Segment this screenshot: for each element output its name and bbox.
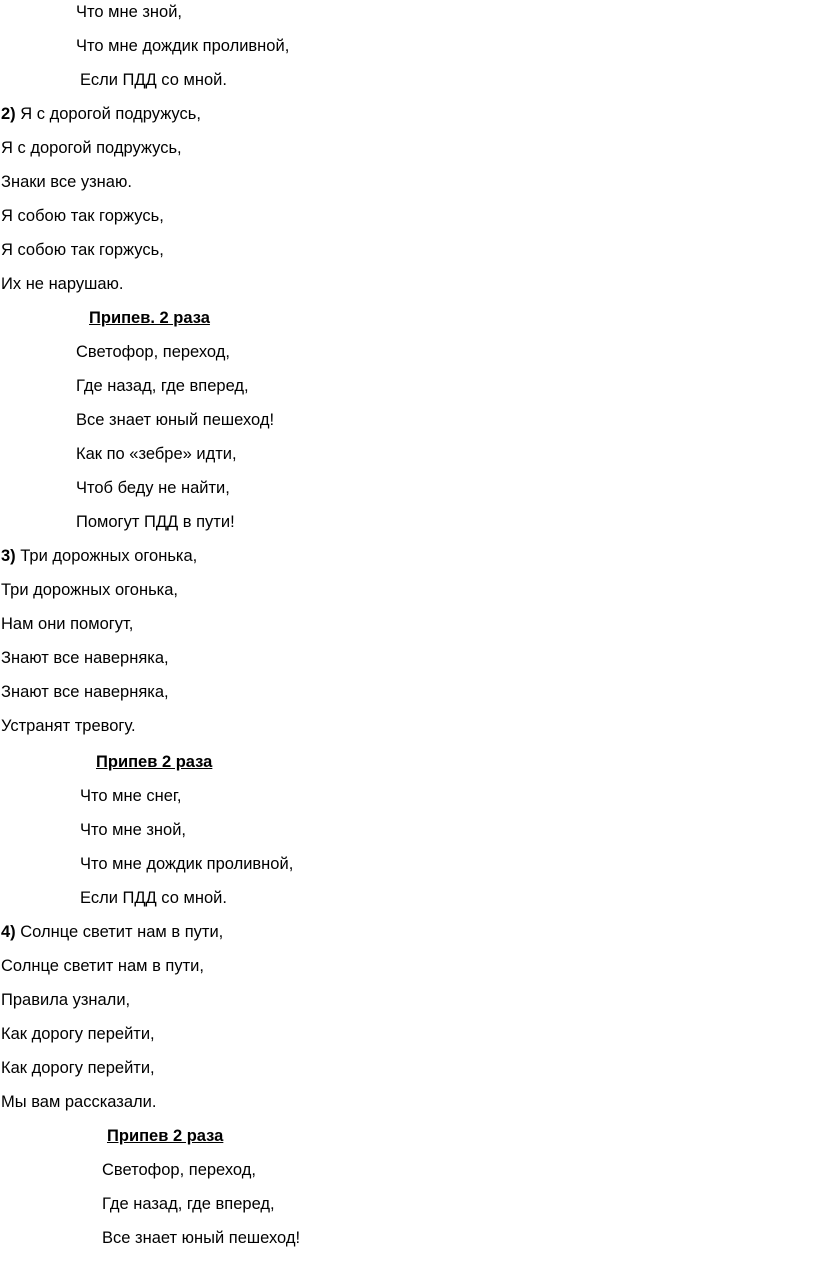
refrain-lead	[1, 1126, 107, 1146]
refrain-lead	[1, 752, 96, 772]
lyric-line: Три дорожных огонька,	[1, 581, 179, 599]
lyric-line: Где назад, где вперед,	[76, 377, 249, 395]
lyric-line: Где назад, где вперед,	[102, 1195, 275, 1213]
lyric-line: Что мне дождик проливной,	[80, 855, 294, 873]
lyric-line: Устранят тревогу.	[1, 717, 136, 735]
verse-number: 2)	[1, 105, 16, 123]
lyric-line: Что мне зной,	[76, 3, 183, 21]
verse-4-first-line	[1, 922, 223, 942]
lyric-text: Три дорожных огонька,	[20, 547, 198, 565]
lyric-line: Я с дорогой подружусь,	[1, 139, 182, 157]
refrain-label: Припев 2 раза	[96, 753, 213, 771]
refrain-heading	[1, 308, 210, 328]
lyric-line: Я собою так горжусь,	[1, 207, 164, 225]
lyric-line: Чтоб беду не найти,	[76, 479, 230, 497]
lyric-text: Я с дорогой подружусь,	[20, 105, 201, 123]
lyric-line: Что мне дождик проливной,	[76, 37, 290, 55]
lyric-line: Если ПДД со мной.	[80, 889, 227, 907]
lyric-line: Как дорогу перейти,	[1, 1025, 155, 1043]
lyric-line: Как дорогу перейти,	[1, 1059, 155, 1077]
lyric-line: Знают все наверняка,	[1, 649, 169, 667]
lyric-line: Что мне снег,	[80, 787, 182, 805]
refrain-label: Припев 2 раза	[107, 1127, 224, 1145]
lyric-line: Все знает юный пешеход!	[102, 1229, 301, 1247]
lyric-line: Нам они помогут,	[1, 615, 134, 633]
lyric-line: Я собою так горжусь,	[1, 241, 164, 259]
verse-3-first-line	[1, 546, 197, 566]
verse-2-first-line	[1, 104, 201, 124]
verse-number: 4)	[1, 923, 16, 941]
lyric-line: Что мне зной,	[80, 821, 187, 839]
lyric-line: Их не нарушаю.	[1, 275, 124, 293]
lyric-line: Правила узнали,	[1, 991, 131, 1009]
lyric-line: Солнце светит нам в пути,	[1, 957, 204, 975]
refrain-lead	[1, 308, 89, 328]
lyric-line: Светофор, переход,	[102, 1161, 256, 1179]
lyric-line: Знают все наверняка,	[1, 683, 169, 701]
lyric-line: Если ПДД со мной.	[80, 71, 227, 89]
lyric-line: Все знает юный пешеход!	[76, 411, 275, 429]
verse-number: 3)	[1, 547, 16, 565]
lyric-line: Помогут ПДД в пути!	[76, 513, 235, 531]
refrain-heading	[1, 1126, 223, 1146]
lyric-line: Как по «зебре» идти,	[76, 445, 237, 463]
lyric-text: Солнце светит нам в пути,	[20, 923, 224, 941]
refrain-heading	[1, 752, 212, 772]
lyric-line: Мы вам рассказали.	[1, 1093, 157, 1111]
lyric-line: Знаки все узнаю.	[1, 173, 132, 191]
lyric-line: Светофор, переход,	[76, 343, 230, 361]
refrain-label: Припев. 2 раза	[89, 309, 210, 327]
